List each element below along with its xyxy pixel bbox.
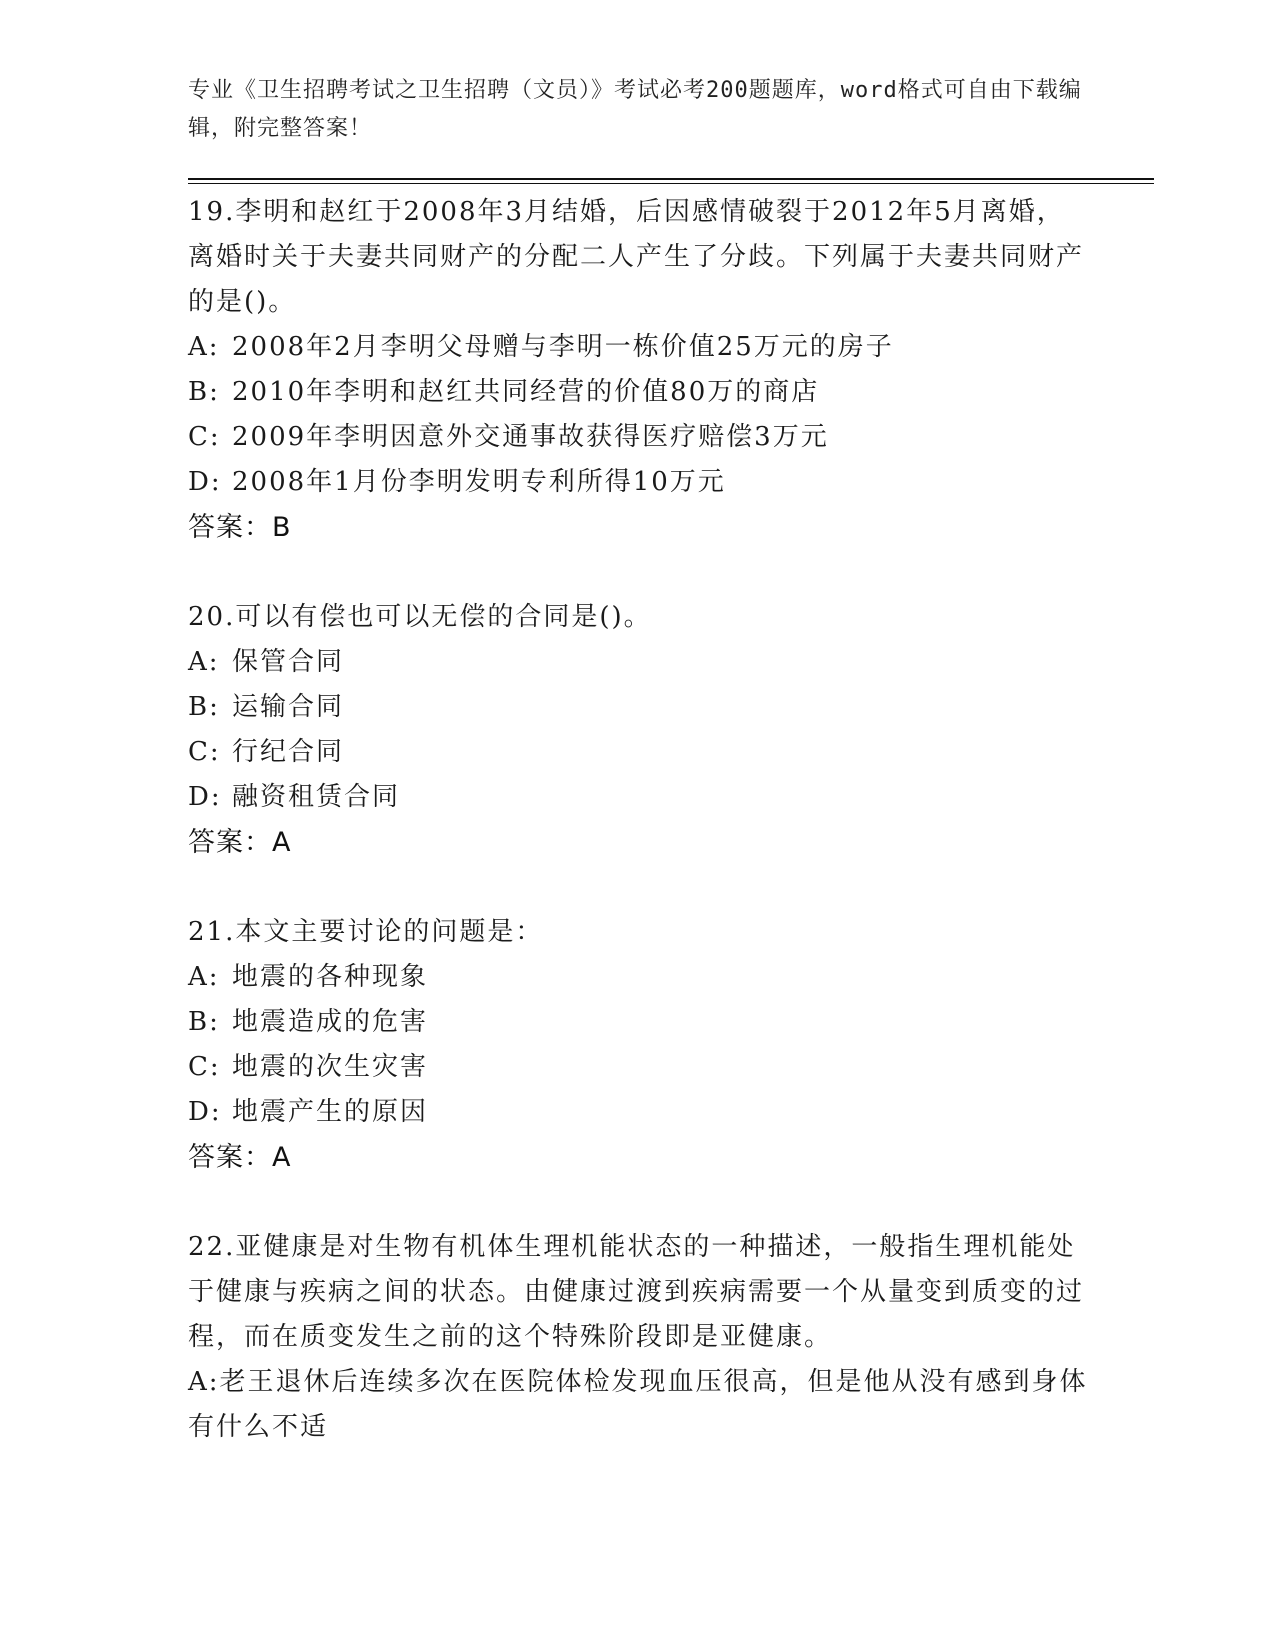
option-text: 2008年1月份李明发明专利所得10万元 xyxy=(232,467,726,497)
option-a xyxy=(188,325,1088,370)
option-key: A: xyxy=(188,1367,220,1397)
question-text: 19.李明和赵红于2008年3月结婚，后因感情破裂于2012年5月离婚，离婚时关于夫妻共同财产的分配二人产生了分歧。下列属于夫妻共同财产的是()。 xyxy=(188,197,1085,317)
document-header: 专业《卫生招聘考试之卫生招聘（文员）》考试必考200题题库，word格式可自由下载编辑，附完整答案！ xyxy=(188,78,1082,141)
option-a xyxy=(188,1360,1088,1450)
option-text: 保管合同 xyxy=(232,647,345,677)
option-key: D: xyxy=(188,1097,222,1127)
option-key: A: xyxy=(188,962,220,992)
option-text: 地震的次生灾害 xyxy=(232,1052,429,1082)
option-key: B: xyxy=(188,377,220,407)
option-c xyxy=(188,730,1088,775)
header-rule-thick xyxy=(188,178,1154,180)
option-text: 融资租赁合同 xyxy=(232,782,401,812)
spacer xyxy=(188,865,1088,910)
option-key: D: xyxy=(188,467,222,497)
question-text: 22.亚健康是对生物有机体生理机能状态的一种描述，一般指生理机能处于健康与疾病之间的状态。由健康过渡到疾病需要一个从量变到质变的过程，而在质变发生之前的这个特殊阶段即是亚健康。 xyxy=(188,1232,1085,1352)
option-d xyxy=(188,1090,1088,1135)
option-text: 运输合同 xyxy=(232,692,345,722)
option-key: A: xyxy=(188,647,220,677)
answer-line: 答案：A xyxy=(188,827,292,858)
option-key: A: xyxy=(188,332,220,362)
spacer xyxy=(188,550,1088,595)
option-text: 2008年2月李明父母赠与李明一栋价值25万元的房子 xyxy=(232,332,894,362)
option-key: D: xyxy=(188,782,222,812)
option-key: B: xyxy=(188,1007,220,1037)
option-text: 地震的各种现象 xyxy=(232,962,429,992)
header-rule-thin xyxy=(188,183,1154,184)
option-key: C: xyxy=(188,737,221,767)
option-b xyxy=(188,1000,1088,1045)
option-key: C: xyxy=(188,1052,221,1082)
option-key: C: xyxy=(188,422,221,452)
question-text: 21.本文主要讨论的问题是： xyxy=(188,917,544,947)
option-b xyxy=(188,685,1088,730)
answer-line: 答案：B xyxy=(188,512,292,543)
answer-line: 答案：A xyxy=(188,1142,292,1173)
option-d xyxy=(188,775,1088,820)
option-text: 老王退休后连续多次在医院体检发现血压很高，但是他从没有感到身体有什么不适 xyxy=(188,1367,1088,1442)
question-text: 20.可以有偿也可以无偿的合同是()。 xyxy=(188,602,652,632)
option-b xyxy=(188,370,1088,415)
option-text: 地震产生的原因 xyxy=(232,1097,429,1127)
option-text: 2010年李明和赵红共同经营的价值80万的商店 xyxy=(232,377,820,407)
question-21 xyxy=(188,910,1088,1180)
option-c xyxy=(188,415,1088,460)
option-text: 2009年李明因意外交通事故获得医疗赔偿3万元 xyxy=(232,422,829,452)
question-list xyxy=(188,190,1088,1450)
option-a xyxy=(188,640,1088,685)
spacer xyxy=(188,1180,1088,1225)
option-a xyxy=(188,955,1088,1000)
question-19 xyxy=(188,190,1088,550)
option-c xyxy=(188,1045,1088,1090)
option-key: B: xyxy=(188,692,220,722)
option-text: 行纪合同 xyxy=(232,737,345,767)
question-20 xyxy=(188,595,1088,865)
option-d xyxy=(188,460,1088,505)
option-text: 地震造成的危害 xyxy=(232,1007,429,1037)
question-22 xyxy=(188,1225,1088,1450)
